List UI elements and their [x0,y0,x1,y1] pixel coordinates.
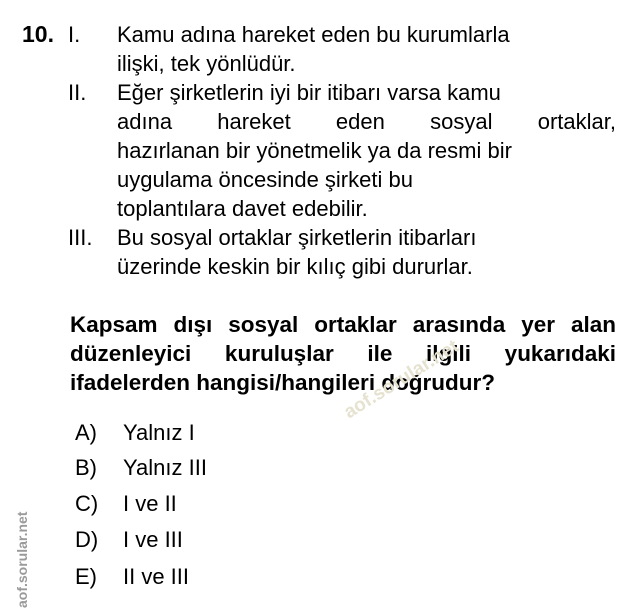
statement-line: Kamu adına hareket eden bu kurumlarla [117,22,510,47]
option-letter: B) [75,455,97,480]
watermark-side: aof.sorular.net [14,511,30,608]
option-letter: E) [75,564,97,589]
statement-line: toplantılara davet edebilir. [117,196,368,221]
option-e[interactable] [75,563,189,591]
stem-line: Kapsam dışı sosyal ortaklar arasında yer alan [70,312,616,337]
statement-line: adına hareket eden sosyal ortaklar, [117,109,616,134]
statement-line: Bu sosyal ortaklar şirketlerin itibarları [117,225,477,250]
option-letter: D) [75,527,99,552]
statement-line: üzerinde keskin bir kılıç gibi dururlar. [117,254,473,279]
statement-line: Eğer şirketlerin iyi bir itibarı varsa kamu [117,80,501,105]
option-b[interactable] [75,454,207,482]
option-a[interactable] [75,419,195,447]
stem-line: düzenleyici kuruluşlar ile ilgili yukarıdaki [70,341,616,366]
statement-line: ilişki, tek yönlüdür. [117,51,296,76]
option-text: I ve III [123,527,183,552]
statement-line: uygulama öncesinde şirketi bu [117,167,413,192]
option-letter: A) [75,420,97,445]
statement-ii [68,78,616,223]
option-text: II ve III [123,564,190,589]
question-number: 10. [22,21,54,47]
statement-iii [68,223,616,281]
watermark-center: aof.sorular.net [340,335,463,424]
option-c[interactable] [75,490,177,518]
statement-numeral: I. [68,22,81,47]
question-stem [70,310,616,397]
statement-i [68,20,616,78]
option-text: I ve II [123,491,177,516]
stem-line: ifadelerden hangisi/hangileri doğrudur? [70,370,496,395]
option-letter: C) [75,491,99,516]
statement-numeral: III. [68,225,93,250]
option-text: Yalnız III [123,455,207,480]
statement-numeral: II. [68,80,87,105]
statement-line: hazırlanan bir yönetmelik ya da resmi bir [117,138,512,163]
option-d[interactable] [75,526,183,554]
option-text: Yalnız I [123,420,195,445]
